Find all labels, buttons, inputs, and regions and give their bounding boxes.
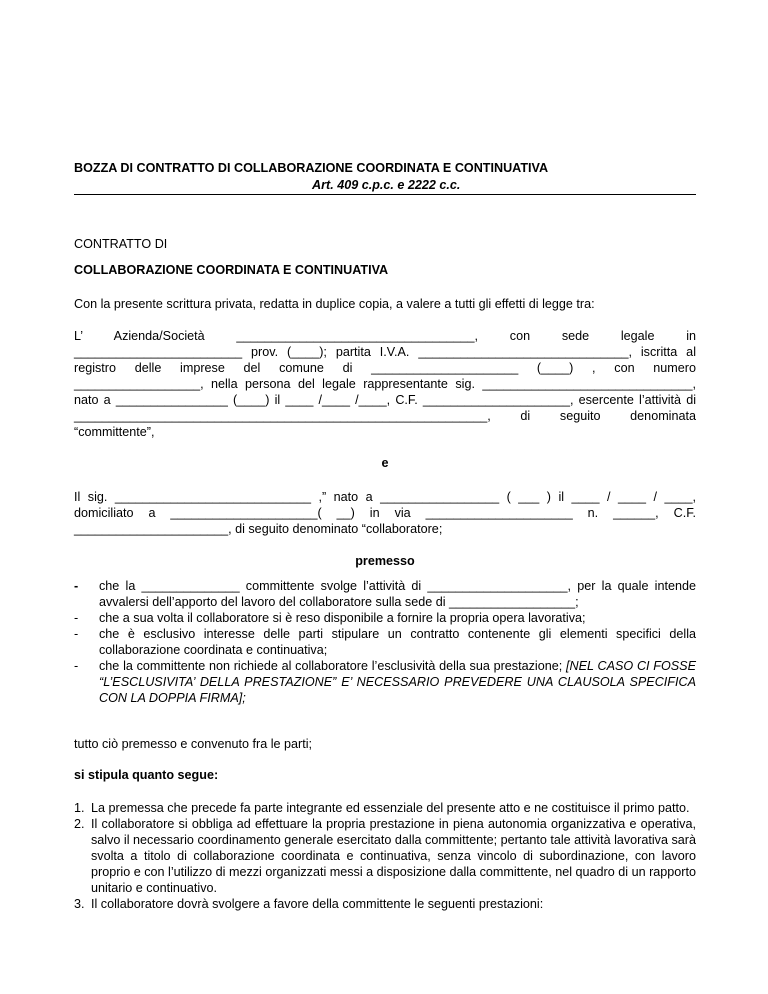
- bullet-dash: -: [74, 579, 79, 593]
- party2-line: ______________________, di seguito denominato “collaboratore;: [74, 522, 443, 536]
- clauses-list: [74, 800, 696, 912]
- document-title: BOZZA DI CONTRATTO DI COLLABORAZIONE COORDINATA E CONTINUATIVA: [74, 161, 549, 175]
- document-subtitle: Art. 409 c.p.c. e 2222 c.c.: [312, 178, 461, 192]
- clause-number: 2.: [74, 817, 85, 831]
- list-item: [74, 658, 696, 706]
- list-item: [74, 896, 696, 912]
- party1-line: L’ Azienda/Società __________________________________, con sede legale in: [74, 329, 696, 343]
- premesso-text: che a sua volta il collaboratore si è reso disponibile a fornire la propria opera lavorativa;: [99, 611, 586, 625]
- stipula-heading: si stipula quanto segue:: [74, 768, 219, 782]
- bullet-dash: -: [74, 659, 79, 673]
- conclusion-paragraph: tutto ciò premesso e convenuto fra le parti;: [74, 737, 313, 751]
- premesso-list: [74, 578, 696, 706]
- clause-text: Il collaboratore si obbliga ad effettuare la propria prestazione in piena autonomia organizzativa e operativa, salvo il necessario coordinamento generale esercitato dalla committente; pertanto tale attività lavorativa sarà svolta a titolo di collaborazione coordinata e continuativa, senza vincolo di subordinazione, con lavoro proprio e con l’utilizzo di mezzi organizzati messi a disposizione dalla committente, nel quadro di un rapporto unitario e continuativo.: [91, 817, 696, 895]
- list-item: [74, 626, 696, 658]
- heading-contratto-di: CONTRATTO DI: [74, 237, 168, 251]
- heading-collaborazione: COLLABORAZIONE COORDINATA E CONTINUATIVA: [74, 263, 389, 277]
- premesso-text: che è esclusivo interesse delle parti stipulare un contratto contenente gli elementi specifici della collaborazione coordinata e continuativa;: [99, 627, 696, 657]
- clause-text: La premessa che precede fa parte integrante ed essenziale del presente atto e ne costituisce il primo patto.: [91, 801, 690, 815]
- premesso-text: che la ______________ committente svolge l’attività di ____________________, per la quale intende avvalersi dell’apporto del lavoro del collaboratore sulla sede di __________________;: [99, 579, 696, 609]
- party1-line: “committente”,: [74, 425, 155, 439]
- title-divider: [74, 194, 696, 195]
- intro-paragraph: Con la presente scrittura privata, redatta in duplice copia, a valere a tutti gli effetti di legge tra:: [74, 297, 595, 311]
- premesso-text: che la committente non richiede al collaboratore l’esclusività della sua prestazione;: [99, 659, 566, 673]
- party1-paragraph: [74, 328, 696, 440]
- clause-number: 3.: [74, 897, 85, 911]
- party1-line: registro delle imprese del comune di _____________________ (____) , con numero: [74, 361, 696, 375]
- connector-e: e: [381, 456, 389, 470]
- party1-line: ________________________ prov. (____); partita I.V.A. ______________________________, iscritta al: [74, 345, 696, 359]
- list-item: [74, 610, 696, 626]
- party1-line: nato a ________________ (____) il ____ /____ /____, C.F. _____________________, esercente l’attività di: [74, 393, 696, 407]
- list-item: [74, 578, 696, 610]
- party2-line: Il sig. ____________________________ ,” nato a _________________ ( ___ ) il ____ / ____ / ____,: [74, 490, 696, 504]
- list-item: [74, 816, 696, 896]
- clause-text: Il collaboratore dovrà svolgere a favore della committente le seguenti prestazioni:: [91, 897, 544, 911]
- premesso-italic-note: [NEL CASO CI FOSSE “L’ESCLUSIVITA’ DELLA PRESTAZIONE” E’ NECESSARIO PREVEDERE UNA CLAUSOLA SPECIFICA CON LA DOPPIA FIRMA];: [99, 659, 696, 705]
- bullet-dash: -: [74, 627, 79, 641]
- list-item: [74, 800, 696, 816]
- party2-paragraph: [74, 489, 696, 537]
- party2-line: domiciliato a _____________________( __) in via _____________________ n. ______, C.F.: [74, 506, 696, 520]
- clause-number: 1.: [74, 801, 85, 815]
- party1-line: ___________________________________________________________, di seguito denominata: [74, 409, 696, 423]
- bullet-dash: -: [74, 611, 79, 625]
- party1-line: __________________, nella persona del legale rappresentante sig. ______________________________,: [74, 377, 696, 391]
- premesso-heading: premesso: [355, 554, 415, 568]
